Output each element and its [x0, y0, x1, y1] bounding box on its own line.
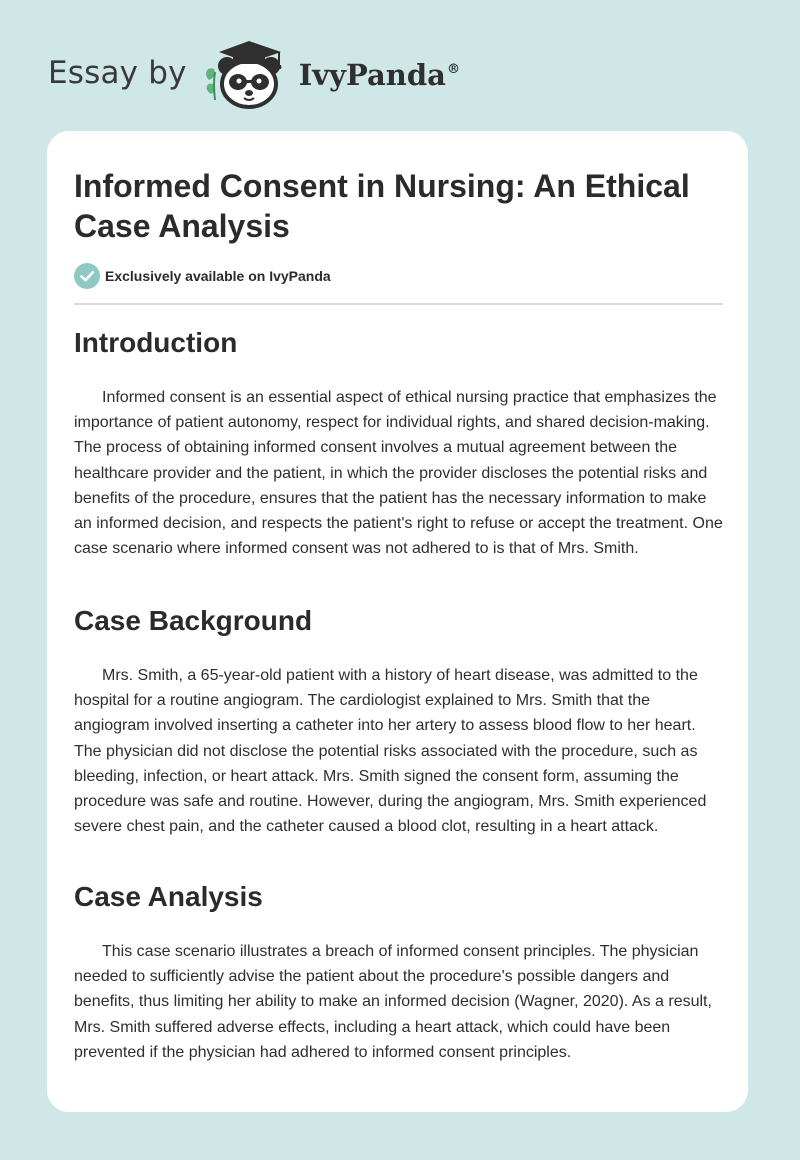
brand-name[interactable]: IvyPanda® — [298, 58, 460, 92]
check-circle-icon — [74, 263, 100, 289]
exclusive-badge — [74, 263, 331, 289]
section-heading-case-background: Case Background — [74, 605, 313, 636]
ivypanda-logo-icon[interactable] — [201, 36, 297, 110]
page-title: Informed Consent in Nursing: An Ethical Case Analysis — [74, 168, 690, 244]
section-body-case-analysis: This case scenario illustrates a breach of informed consent principles. The physician needed to sufficiently advise the patient about the procedure's possible dangers and benefits, thus limiting her ability to make an informed decision (Wagner, 2020). As a result, Mrs. Smith suffered adverse effects, including a heart attack, which could have been prevented if the physician had adhered to informed consent principles. — [74, 943, 712, 1061]
section-body-introduction: Informed consent is an essential aspect of ethical nursing practice that emphasizes the importance of patient autonomy, respect for individual rights, and shared decision-making. The process of obtaining informed consent involves a mutual agreement between the healthcare provider and the patient, in which the provider discloses the potential risks and benefits of the procedure, ensures that the patient has the necessary information to make an informed decision, and respects the patient's right to refuse or accept the treatment. One case scenario where informed consent was not adhered to is that of Mrs. Smith. — [74, 389, 723, 558]
registered-mark: ® — [446, 62, 460, 77]
badge-text: Exclusively available on IvyPanda — [105, 268, 331, 284]
essay-card — [47, 131, 748, 1112]
essay-by-label: Essay by — [48, 55, 187, 91]
section-heading-introduction: Introduction — [74, 327, 238, 358]
site-header — [48, 36, 460, 110]
section-heading-case-analysis: Case Analysis — [74, 881, 263, 912]
title-divider — [74, 303, 723, 305]
section-body-case-background: Mrs. Smith, a 65-year-old patient with a history of heart disease, was admitted to the hospital for a routine angiogram. The cardiologist explained to Mrs. Smith that the angiogram involved inserting a catheter into her artery to assess blood flow to her heart. The physician did not disclose the potential risks associated with the procedure, such as bleeding, infection, or heart attack. Mrs. Smith signed the consent form, assuming the procedure was safe and routine. However, during the angiogram, Mrs. Smith experienced severe chest pain, and the catheter caused a blood clot, resulting in a heart attack. — [74, 667, 707, 836]
